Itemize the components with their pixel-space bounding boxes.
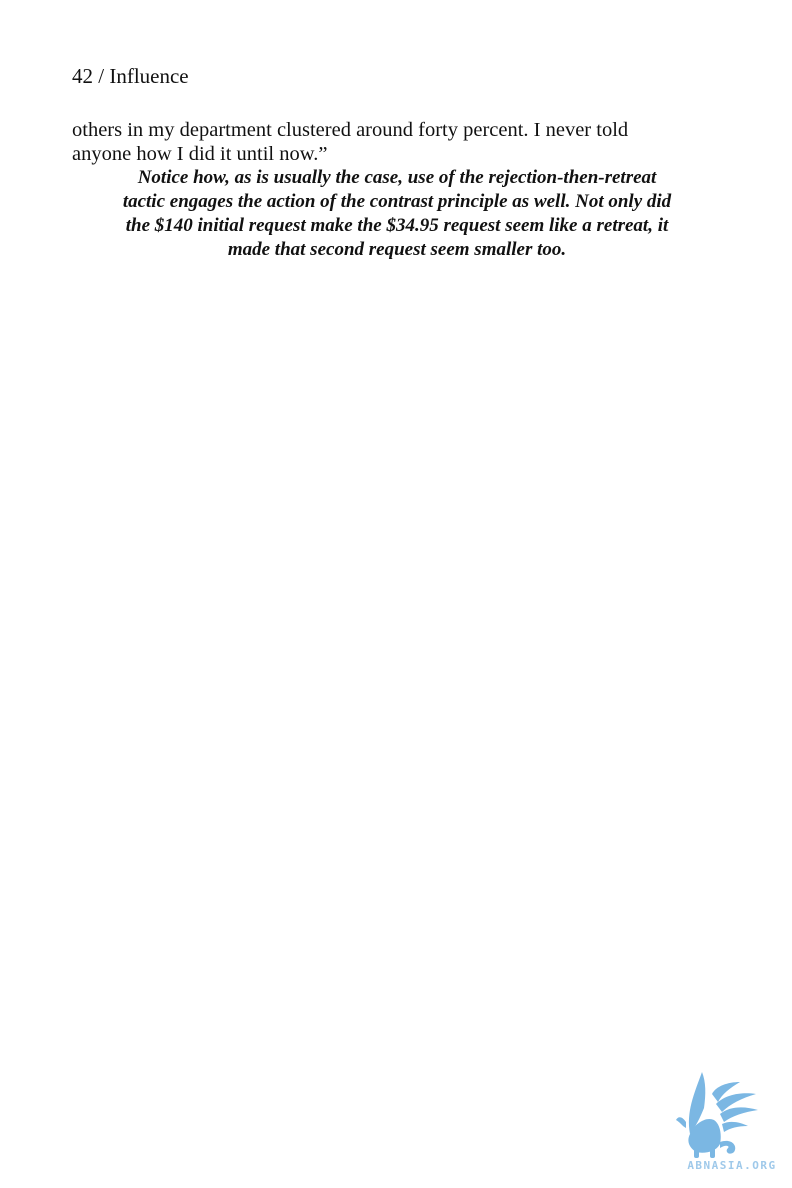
- note-line: made that second request seem smaller too.: [227, 239, 567, 260]
- note-line: the $140 initial request make the $34.95 request seem like a retreat, it: [125, 215, 669, 236]
- body-paragraph: [72, 118, 722, 166]
- body-line: others in my department clustered around forty percent. I never told: [72, 119, 629, 141]
- watermark-text: ABNASIA.ORG: [687, 1159, 777, 1172]
- griffin-logo-icon: [672, 1064, 792, 1160]
- watermark: [672, 1064, 792, 1188]
- note-line: tactic engages the action of the contrast principle as well. Not only did: [122, 191, 672, 212]
- note-line: Notice how, as is usually the case, use of the rejection-then-retreat: [137, 167, 657, 188]
- running-head: 42 / Influence: [72, 64, 189, 88]
- italic-note: [72, 166, 722, 262]
- body-line: anyone how I did it until now.”: [72, 143, 328, 165]
